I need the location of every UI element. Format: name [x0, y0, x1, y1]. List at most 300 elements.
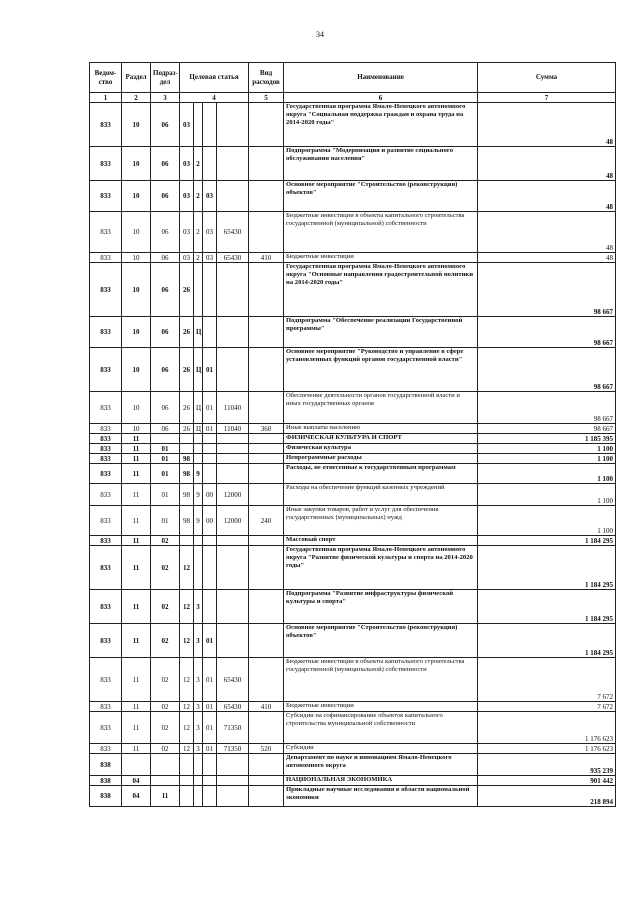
cell-target-event	[203, 776, 217, 786]
cell-target-event: 01	[203, 348, 217, 392]
table-row	[90, 658, 616, 702]
cell-razdel: 11	[122, 624, 151, 658]
cell-target-event	[203, 317, 217, 348]
table-row	[90, 147, 616, 181]
cell-target-event: 03	[203, 212, 217, 253]
cell-ved: 833	[90, 702, 122, 712]
cell-target-event: 00	[203, 506, 217, 536]
cell-expense-type	[249, 624, 284, 658]
cell-target-event: 01	[203, 658, 217, 702]
cell-target-direction	[217, 776, 249, 786]
column-number: 6	[284, 93, 478, 103]
cell-target-program: 12	[180, 624, 194, 658]
cell-podrazdel: 06	[151, 263, 180, 317]
cell-target-direction	[217, 348, 249, 392]
cell-name: Субсидии	[284, 744, 478, 754]
table-row	[90, 434, 616, 444]
cell-razdel	[122, 754, 151, 776]
cell-target-program: 12	[180, 590, 194, 624]
cell-podrazdel: 01	[151, 454, 180, 464]
cell-expense-type	[249, 454, 284, 464]
cell-target-direction: 65430	[217, 702, 249, 712]
table-row	[90, 392, 616, 424]
cell-ved: 833	[90, 181, 122, 212]
cell-ved: 838	[90, 754, 122, 776]
cell-sum: 1 184 295	[478, 536, 616, 546]
header-podrazdel: Подраз-дел	[151, 63, 180, 93]
cell-target-program: 03	[180, 103, 194, 147]
cell-target-direction	[217, 434, 249, 444]
cell-name: Государственная программа Ямало-Ненецкого автономного округа "Развитие физической культуры и спорта на 2014-2020 годы"	[284, 546, 478, 590]
cell-target-program: 98	[180, 454, 194, 464]
cell-razdel: 11	[122, 744, 151, 754]
cell-target-program: 26	[180, 392, 194, 424]
cell-name: Подпрограмма "Развитие инфраструктуры физической культуры и спорта"	[284, 590, 478, 624]
cell-target-direction: 11040	[217, 424, 249, 434]
cell-target-direction: 71350	[217, 744, 249, 754]
cell-name: ФИЗИЧЕСКАЯ КУЛЬТУРА И СПОРТ	[284, 434, 478, 444]
cell-ved: 833	[90, 444, 122, 454]
cell-target-subprogram: 3	[194, 624, 203, 658]
cell-name: Государственная программа Ямало-Ненецкого автономного округа "Основные направления градостроительной политики на 2014-2020 годы"	[284, 263, 478, 317]
table-row	[90, 786, 616, 807]
cell-podrazdel: 06	[151, 103, 180, 147]
cell-target-direction	[217, 536, 249, 546]
cell-podrazdel: 06	[151, 392, 180, 424]
table-row	[90, 484, 616, 506]
cell-target-event: 00	[203, 484, 217, 506]
cell-razdel: 10	[122, 181, 151, 212]
cell-name: Обеспечение деятельности органов государственной власти и иных государственных органов	[284, 392, 478, 424]
cell-target-direction	[217, 464, 249, 484]
cell-podrazdel	[151, 754, 180, 776]
cell-target-subprogram	[194, 263, 203, 317]
cell-razdel: 10	[122, 263, 151, 317]
cell-target-subprogram: 3	[194, 712, 203, 744]
table-row	[90, 444, 616, 454]
cell-name: Массовый спорт	[284, 536, 478, 546]
cell-podrazdel: 01	[151, 444, 180, 454]
cell-expense-type	[249, 181, 284, 212]
cell-podrazdel: 02	[151, 744, 180, 754]
column-number: 7	[478, 93, 616, 103]
cell-target-direction	[217, 546, 249, 590]
cell-razdel: 10	[122, 212, 151, 253]
cell-target-direction: 65430	[217, 253, 249, 263]
cell-podrazdel: 06	[151, 253, 180, 263]
cell-podrazdel: 06	[151, 212, 180, 253]
table-row	[90, 624, 616, 658]
cell-target-event	[203, 454, 217, 464]
cell-ved: 833	[90, 263, 122, 317]
header-sum: Сумма	[478, 63, 616, 93]
table-row	[90, 424, 616, 434]
cell-target-subprogram: 3	[194, 590, 203, 624]
cell-target-event	[203, 536, 217, 546]
cell-sum: 1 176 623	[478, 744, 616, 754]
cell-target-program: 26	[180, 263, 194, 317]
cell-target-direction: 71350	[217, 712, 249, 744]
cell-ved: 833	[90, 506, 122, 536]
cell-podrazdel: 01	[151, 464, 180, 484]
cell-target-program: 98	[180, 484, 194, 506]
cell-sum: 98 667	[478, 263, 616, 317]
cell-ved: 833	[90, 103, 122, 147]
column-number: 5	[249, 93, 284, 103]
cell-target-direction	[217, 181, 249, 212]
cell-expense-type	[249, 754, 284, 776]
cell-expense-type: 410	[249, 702, 284, 712]
cell-target-subprogram: Ц	[194, 348, 203, 392]
cell-ved: 833	[90, 624, 122, 658]
cell-target-program: 12	[180, 546, 194, 590]
cell-target-direction	[217, 786, 249, 807]
column-number: 1	[90, 93, 122, 103]
cell-razdel: 10	[122, 253, 151, 263]
cell-razdel: 04	[122, 776, 151, 786]
cell-target-event	[203, 263, 217, 317]
cell-expense-type	[249, 464, 284, 484]
column-number-row	[90, 93, 616, 103]
cell-expense-type	[249, 348, 284, 392]
cell-sum: 1 185 395	[478, 434, 616, 444]
cell-expense-type	[249, 536, 284, 546]
cell-podrazdel: 02	[151, 590, 180, 624]
cell-sum: 48	[478, 253, 616, 263]
cell-razdel: 10	[122, 103, 151, 147]
table-row	[90, 454, 616, 464]
cell-target-subprogram	[194, 776, 203, 786]
cell-target-program: 98	[180, 464, 194, 484]
cell-target-subprogram	[194, 434, 203, 444]
cell-ved: 838	[90, 786, 122, 807]
cell-sum: 7 672	[478, 658, 616, 702]
cell-podrazdel	[151, 434, 180, 444]
cell-name: Бюджетные инвестиции	[284, 702, 478, 712]
cell-name: Иные закупки товаров, работ и услуг для обеспечения государственных (муниципальных) нужд	[284, 506, 478, 536]
cell-target-program: 03	[180, 181, 194, 212]
cell-target-event: 01	[203, 702, 217, 712]
cell-podrazdel: 06	[151, 181, 180, 212]
cell-podrazdel: 02	[151, 546, 180, 590]
cell-sum: 1 184 295	[478, 624, 616, 658]
cell-sum: 48	[478, 212, 616, 253]
cell-podrazdel: 02	[151, 658, 180, 702]
table-row	[90, 263, 616, 317]
column-number: 2	[122, 93, 151, 103]
cell-ved: 833	[90, 546, 122, 590]
cell-target-program	[180, 754, 194, 776]
cell-ved: 833	[90, 253, 122, 263]
table-row	[90, 181, 616, 212]
table-row	[90, 253, 616, 263]
cell-razdel: 11	[122, 454, 151, 464]
budget-table	[89, 62, 616, 807]
cell-target-direction: 65430	[217, 212, 249, 253]
cell-target-event: 01	[203, 624, 217, 658]
cell-expense-type	[249, 776, 284, 786]
cell-target-subprogram: 9	[194, 506, 203, 536]
cell-name: Основное мероприятие "Строительство (реконструкция) объектов"	[284, 624, 478, 658]
cell-target-subprogram	[194, 546, 203, 590]
cell-name: НАЦИОНАЛЬНАЯ ЭКОНОМИКА	[284, 776, 478, 786]
cell-target-event: 01	[203, 744, 217, 754]
table-row	[90, 317, 616, 348]
cell-razdel: 10	[122, 348, 151, 392]
cell-name: Непрограммные расходы	[284, 454, 478, 464]
cell-target-program	[180, 776, 194, 786]
cell-name: Субсидии на софинансирование объектов капитального строительства муниципальной собственности	[284, 712, 478, 744]
cell-ved: 833	[90, 147, 122, 181]
cell-target-subprogram: 3	[194, 744, 203, 754]
cell-sum: 901 442	[478, 776, 616, 786]
cell-target-program	[180, 444, 194, 454]
cell-expense-type	[249, 392, 284, 424]
cell-podrazdel: 02	[151, 702, 180, 712]
cell-sum: 48	[478, 103, 616, 147]
cell-ved: 833	[90, 658, 122, 702]
cell-name: Иные выплаты населению	[284, 424, 478, 434]
cell-razdel: 10	[122, 317, 151, 348]
cell-expense-type	[249, 147, 284, 181]
cell-target-program	[180, 434, 194, 444]
cell-ved: 833	[90, 744, 122, 754]
page-number: 34	[316, 30, 324, 39]
cell-target-program: 26	[180, 348, 194, 392]
cell-expense-type: 360	[249, 424, 284, 434]
cell-name: Прикладные научные исследования в области национальной экономики	[284, 786, 478, 807]
cell-name: Основное мероприятие "Руководство и управление в сфере установленных функций органов государственной власти"	[284, 348, 478, 392]
cell-target-subprogram: 9	[194, 464, 203, 484]
cell-sum: 1 100	[478, 444, 616, 454]
cell-name: Государственная программа Ямало-Ненецкого автономного округа "Социальная поддержка граждан и охрана труда на 2014-2020 годы"	[284, 103, 478, 147]
table-row	[90, 590, 616, 624]
table-row	[90, 776, 616, 786]
cell-podrazdel: 02	[151, 624, 180, 658]
cell-podrazdel: 11	[151, 786, 180, 807]
cell-target-event	[203, 590, 217, 624]
cell-target-subprogram: Ц	[194, 317, 203, 348]
column-number: 4	[180, 93, 249, 103]
cell-target-event	[203, 103, 217, 147]
cell-name: Расходы на обеспечение функций казенных учреждений	[284, 484, 478, 506]
cell-razdel: 11	[122, 712, 151, 744]
cell-target-event	[203, 754, 217, 776]
cell-target-direction: 65430	[217, 658, 249, 702]
cell-target-direction	[217, 147, 249, 181]
cell-expense-type	[249, 103, 284, 147]
cell-expense-type	[249, 546, 284, 590]
cell-sum: 48	[478, 147, 616, 181]
cell-razdel: 10	[122, 424, 151, 434]
table-row	[90, 212, 616, 253]
cell-sum: 98 667	[478, 317, 616, 348]
cell-target-event	[203, 444, 217, 454]
cell-target-program: 26	[180, 424, 194, 434]
cell-ved: 833	[90, 590, 122, 624]
cell-name: Подпрограмма "Модернизация и развитие социального обслуживания населения"	[284, 147, 478, 181]
cell-sum: 1 184 295	[478, 546, 616, 590]
table-row	[90, 702, 616, 712]
cell-target-subprogram	[194, 454, 203, 464]
cell-razdel: 11	[122, 444, 151, 454]
cell-target-event: 03	[203, 181, 217, 212]
column-number: 3	[151, 93, 180, 103]
cell-sum: 1 100	[478, 484, 616, 506]
cell-ved: 833	[90, 424, 122, 434]
cell-name: Подпрограмма "Обеспечение реализации Государственной программы"	[284, 317, 478, 348]
cell-target-direction: 11040	[217, 392, 249, 424]
cell-ved: 833	[90, 212, 122, 253]
cell-target-direction	[217, 624, 249, 658]
cell-target-event	[203, 786, 217, 807]
cell-name: Физическая культура	[284, 444, 478, 454]
cell-target-direction	[217, 263, 249, 317]
cell-ved: 833	[90, 484, 122, 506]
cell-ved: 833	[90, 454, 122, 464]
cell-expense-type	[249, 444, 284, 454]
cell-podrazdel: 06	[151, 317, 180, 348]
cell-target-event: 01	[203, 712, 217, 744]
cell-target-event: 01	[203, 424, 217, 434]
cell-target-program: 98	[180, 506, 194, 536]
cell-target-program: 03	[180, 147, 194, 181]
header-name: Наименование	[284, 63, 478, 93]
cell-target-direction	[217, 317, 249, 348]
cell-sum: 1 176 623	[478, 712, 616, 744]
cell-ved: 833	[90, 348, 122, 392]
cell-target-program	[180, 786, 194, 807]
cell-target-subprogram	[194, 786, 203, 807]
table-row	[90, 464, 616, 484]
cell-target-subprogram	[194, 103, 203, 147]
table-row	[90, 536, 616, 546]
cell-podrazdel: 01	[151, 484, 180, 506]
cell-razdel: 11	[122, 506, 151, 536]
cell-expense-type	[249, 590, 284, 624]
cell-target-subprogram: 3	[194, 702, 203, 712]
table-row	[90, 506, 616, 536]
cell-razdel: 11	[122, 536, 151, 546]
cell-expense-type	[249, 263, 284, 317]
cell-expense-type: 240	[249, 506, 284, 536]
cell-ved: 833	[90, 434, 122, 444]
cell-sum: 1 100	[478, 506, 616, 536]
cell-target-subprogram: Ц	[194, 424, 203, 434]
cell-razdel: 11	[122, 464, 151, 484]
cell-target-subprogram	[194, 536, 203, 546]
cell-ved: 833	[90, 464, 122, 484]
cell-sum: 48	[478, 181, 616, 212]
cell-sum: 7 672	[478, 702, 616, 712]
cell-target-direction	[217, 590, 249, 624]
cell-target-direction	[217, 454, 249, 464]
cell-target-event	[203, 546, 217, 590]
header-celevaya: Целевая статья	[180, 63, 249, 93]
cell-expense-type	[249, 212, 284, 253]
cell-target-subprogram: 9	[194, 484, 203, 506]
cell-expense-type: 520	[249, 744, 284, 754]
cell-razdel: 04	[122, 786, 151, 807]
cell-sum: 98 667	[478, 392, 616, 424]
table-row	[90, 546, 616, 590]
cell-ved: 833	[90, 392, 122, 424]
table-row	[90, 754, 616, 776]
table-row	[90, 744, 616, 754]
cell-target-program	[180, 536, 194, 546]
cell-target-program: 12	[180, 702, 194, 712]
cell-sum: 1 100	[478, 454, 616, 464]
cell-razdel: 10	[122, 147, 151, 181]
cell-target-program: 12	[180, 712, 194, 744]
cell-target-program: 26	[180, 317, 194, 348]
cell-name: Бюджетные инвестиции в объекты капитального строительства государственной (муниципальной) собственности	[284, 212, 478, 253]
cell-target-subprogram	[194, 444, 203, 454]
cell-podrazdel: 06	[151, 424, 180, 434]
cell-razdel: 11	[122, 658, 151, 702]
cell-podrazdel: 02	[151, 536, 180, 546]
cell-target-event: 01	[203, 392, 217, 424]
cell-sum: 98 667	[478, 424, 616, 434]
cell-expense-type	[249, 317, 284, 348]
cell-sum: 98 667	[478, 348, 616, 392]
cell-razdel: 11	[122, 546, 151, 590]
cell-podrazdel	[151, 776, 180, 786]
cell-target-subprogram: 2	[194, 253, 203, 263]
cell-target-subprogram	[194, 754, 203, 776]
cell-podrazdel: 06	[151, 348, 180, 392]
cell-expense-type	[249, 786, 284, 807]
cell-podrazdel: 01	[151, 506, 180, 536]
cell-ved: 833	[90, 317, 122, 348]
cell-target-direction: 12000	[217, 484, 249, 506]
cell-expense-type	[249, 484, 284, 506]
cell-target-subprogram: Ц	[194, 392, 203, 424]
cell-name: Бюджетные инвестиции в объекты капитального строительства государственной (муниципальной) собственности	[284, 658, 478, 702]
cell-expense-type	[249, 658, 284, 702]
cell-sum: 1 100	[478, 464, 616, 484]
cell-razdel: 11	[122, 702, 151, 712]
cell-name: Расходы, не отнесенные к государственным программам	[284, 464, 478, 484]
cell-target-program: 03	[180, 212, 194, 253]
cell-ved: 833	[90, 536, 122, 546]
cell-name: Бюджетные инвестиции	[284, 253, 478, 263]
cell-ved: 838	[90, 776, 122, 786]
cell-expense-type: 410	[249, 253, 284, 263]
cell-target-program: 12	[180, 744, 194, 754]
cell-target-subprogram: 3	[194, 658, 203, 702]
cell-target-subprogram: 2	[194, 181, 203, 212]
cell-podrazdel: 02	[151, 712, 180, 744]
cell-razdel: 10	[122, 392, 151, 424]
cell-target-direction	[217, 754, 249, 776]
cell-razdel: 11	[122, 590, 151, 624]
cell-sum: 1 184 295	[478, 590, 616, 624]
cell-sum: 935 239	[478, 754, 616, 776]
cell-name: Департамент по науке и инновациям Ямало-Ненецкого автономного округа	[284, 754, 478, 776]
cell-podrazdel: 06	[151, 147, 180, 181]
cell-razdel: 11	[122, 484, 151, 506]
cell-expense-type	[249, 434, 284, 444]
cell-target-program: 12	[180, 658, 194, 702]
header-row	[90, 63, 616, 93]
cell-name: Основное мероприятие "Строительство (реконструкция) объектов"	[284, 181, 478, 212]
cell-target-subprogram: 2	[194, 212, 203, 253]
cell-target-program: 03	[180, 253, 194, 263]
cell-target-direction	[217, 444, 249, 454]
header-ved: Ведом-ство	[90, 63, 122, 93]
table-row	[90, 712, 616, 744]
